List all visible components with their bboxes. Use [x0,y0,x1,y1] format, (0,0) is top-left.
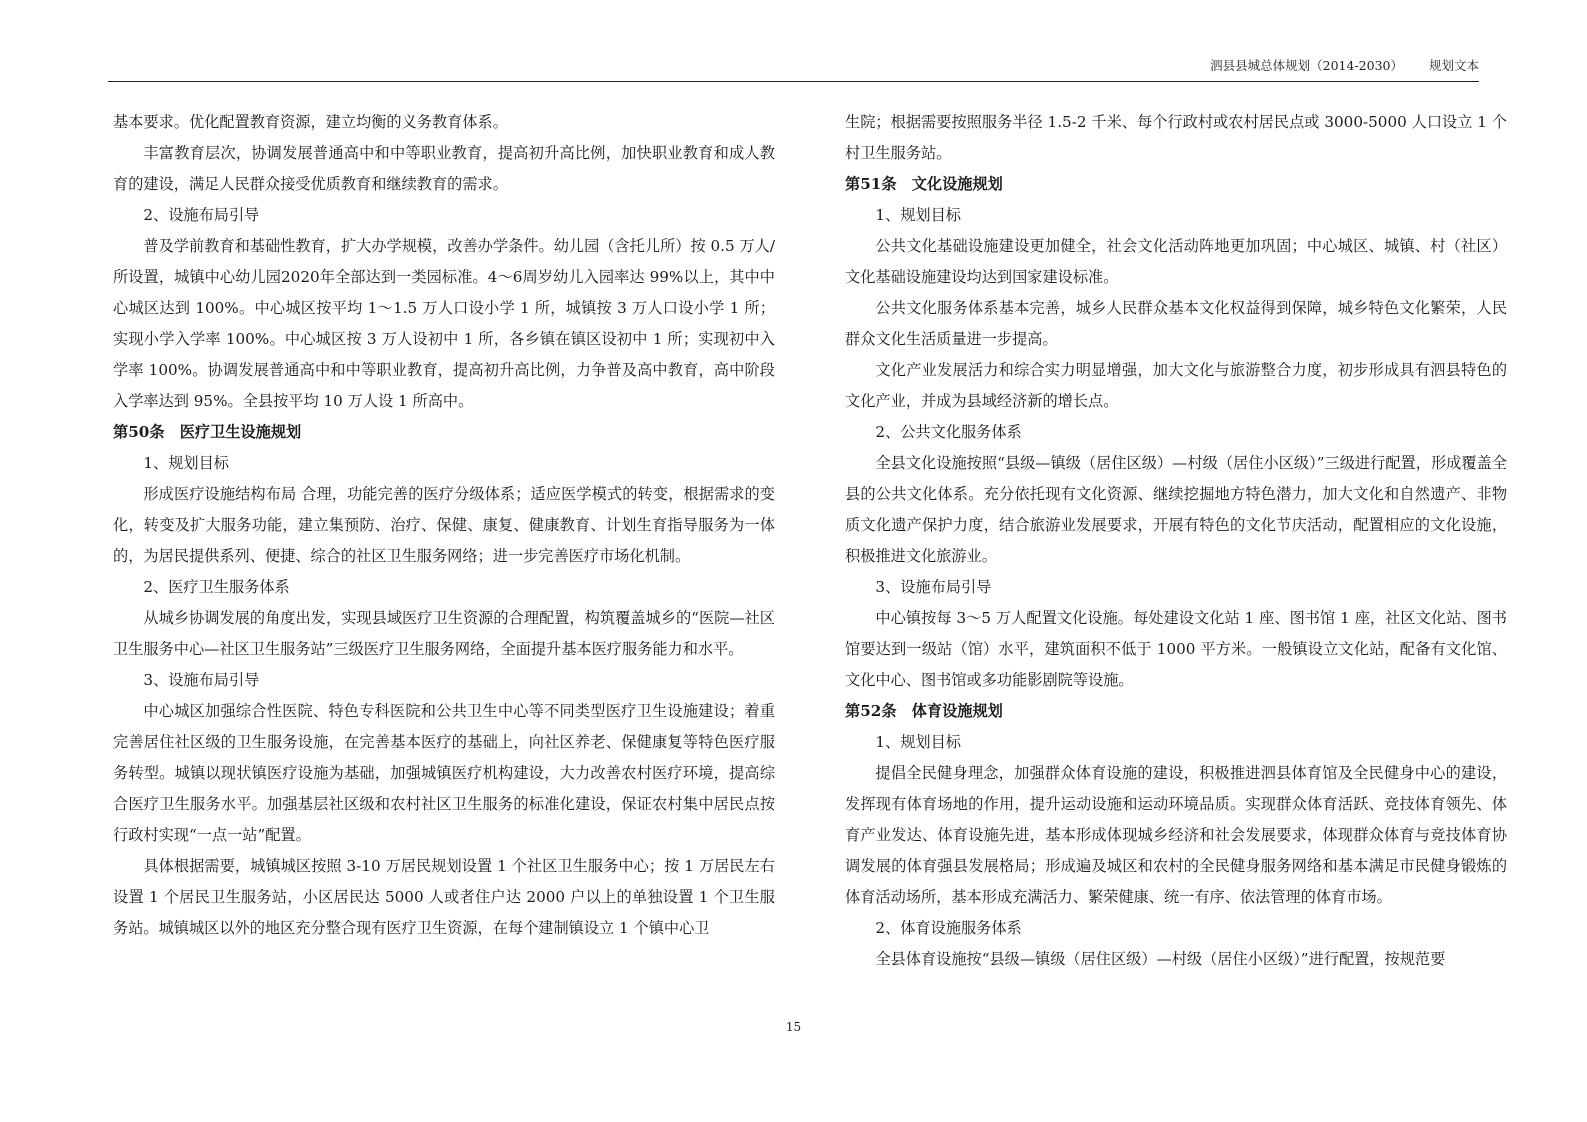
paragraph: 公共文化基础设施建设更加健全，社会文化活动阵地更加巩固；中心城区、城镇、村（社区）文化基础设施建设均达到国家建设标准。 [845,237,1507,286]
paragraph: 1、规划目标 [875,206,961,224]
right-column [845,107,1507,975]
paragraph: 全县文化设施按照“县级—镇级（居住区级）—村级（居住小区级）”三级进行配置，形成覆盖全县的公共文化体系。充分依托现有文化资源、继续挖掘地方特色潜力，加大文化和自然遗产、非物质文化遗产保护力度，结合旅游业发展要求，开展有特色的文化节庆活动，配置相应的文化设施，积极推进文化旅游业。 [845,454,1507,565]
running-header [1210,56,1479,74]
paragraph: 1、规划目标 [875,733,961,751]
paragraph: 基本要求。优化配置教育资源，建立均衡的义务教育体系。 [113,113,508,131]
section-heading: 第50条 医疗卫生设施规划 [113,423,302,441]
paragraph: 3、设施布局引导 [875,578,992,596]
paragraph: 2、设施布局引导 [143,206,260,224]
paragraph: 中心城区加强综合性医院、特色专科医院和公共卫生中心等不同类型医疗卫生设施建设；着重完善居住社区级的卫生服务设施，在完善基本医疗的基础上，向社区养老、保健康复等特色医疗服务转型。城镇以现状镇医疗设施为基础，加强城镇医疗机构建设，大力改善农村医疗环境，提高综合医疗卫生服务水平。加强基层社区级和农村社区卫生服务的标准化建设，保证农村集中居民点按行政村实现“一点一站”配置。 [113,702,775,844]
paragraph: 文化产业发展活力和综合实力明显增强，加大文化与旅游整合力度，初步形成具有泗县特色的文化产业，并成为县域经济新的增长点。 [845,361,1507,410]
left-column [113,107,775,944]
paragraph: 2、医疗卫生服务体系 [143,578,290,596]
paragraph: 生院；根据需要按照服务半径 1.5-2 千米、每个行政村或农村居民点或 3000-5000 人口设立 1 个村卫生服务站。 [845,113,1507,162]
paragraph: 2、体育设施服务体系 [875,919,1022,937]
paragraph: 1、规划目标 [143,454,229,472]
paragraph: 提倡全民健身理念，加强群众体育设施的建设，积极推进泗县体育馆及全民健身中心的建设，发挥现有体育场地的作用，提升运动设施和运动环境品质。实现群众体育活跃、竞技体育领先、体育产业发达、体育设施先进，基本形成体现城乡经济和社会发展要求，体现群众体育与竞技体育协调发展的体育强县发展格局；形成遍及城区和农村的全民健身服务网络和基本满足市民健身锻炼的体育活动场所，基本形成充满活力、繁荣健康、统一有序、依法管理的体育市场。 [845,764,1507,906]
paragraph: 丰富教育层次，协调发展普通高中和中等职业教育，提高初升高比例，加快职业教育和成人教育的建设，满足人民群众接受优质教育和继续教育的需求。 [113,144,775,193]
paragraph: 具体根据需要，城镇城区按照 3-10 万居民规划设置 1 个社区卫生服务中心；按 1 万居民左右设置 1 个居民卫生服务站，小区居民达 5000 人或者住户达 2000 户以上的单独设置 1 个卫生服务站。城镇城区以外的地区充分整合现有医疗卫生资源，在每个建制镇设立 1 个镇中心卫 [113,857,775,937]
paragraph: 公共文化服务体系基本完善，城乡人民群众基本文化权益得到保障，城乡特色文化繁荣，人民群众文化生活质量进一步提高。 [845,299,1507,348]
header-doc-title: 泗县县城总体规划（2014-2030） [1210,58,1403,73]
paragraph: 普及学前教育和基础性教育，扩大办学规模，改善办学条件。幼儿园（含托儿所）按 0.5 万人/所设置，城镇中心幼儿园2020年全部达到一类园标准。4～6周岁幼儿入园率达 99%以上，其中中心城区达到 100%。中心城区按平均 1～1.5 万人口设小学 1 所，城镇按 3 万人口设小学 1 所；实现小学入学率 100%。中心城区按 3 万人设初中 1 所，各乡镇在镇区设初中 1 所；实现初中入学率 100%。协调发展普通高中和中等职业教育，提高初升高比例，力争普及高中教育，高中阶段入学率达到 95%。全县按平均 10 万人设 1 所高中。 [113,237,775,410]
paragraph: 3、设施布局引导 [143,671,260,689]
paragraph: 从城乡协调发展的角度出发，实现县域医疗卫生资源的合理配置，构筑覆盖城乡的“医院—社区卫生服务中心—社区卫生服务站”三级医疗卫生服务网络，全面提升基本医疗服务能力和水平。 [113,609,775,658]
header-rule [108,81,1479,82]
paragraph: 中心镇按每 3～5 万人配置文化设施。每处建设文化站 1 座、图书馆 1 座，社区文化站、图书馆要达到一级站（馆）水平，建筑面积不低于 1000 平方米。一般镇设立文化站，配备有文化馆、文化中心、图书馆或多功能影剧院等设施。 [845,609,1507,689]
page-number: 15 [785,1020,802,1034]
paragraph: 全县体育设施按“县级—镇级（居住区级）—村级（居住小区级）”进行配置，按规范要 [875,950,1446,968]
section-heading: 第52条 体育设施规划 [845,702,1003,720]
paragraph: 2、公共文化服务体系 [875,423,1022,441]
paragraph: 形成医疗设施结构布局 合理，功能完善的医疗分级体系；适应医学模式的转变，根据需求的变化，转变及扩大服务功能，建立集预防、治疗、保健、康复、健康教育、计划生育指导服务为一体的，为居民提供系列、便捷、综合的社区卫生服务网络；进一步完善医疗市场化机制。 [113,485,775,565]
header-doc-type: 规划文本 [1428,58,1479,73]
section-heading: 第51条 文化设施规划 [845,175,1003,193]
